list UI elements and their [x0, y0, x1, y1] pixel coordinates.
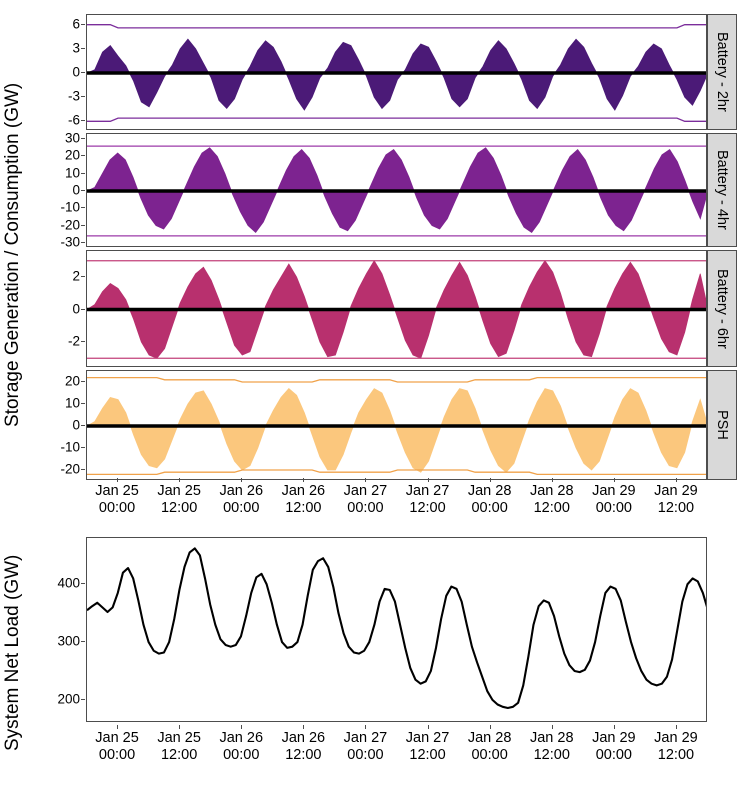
y-tick-label: 3 [72, 40, 80, 56]
y-tick-mark [81, 583, 85, 584]
x-tick-time: 00:00 [471, 746, 508, 763]
x-tick-mark [552, 725, 553, 729]
y-tick-mark [81, 699, 85, 700]
facet-strip-label: Battery - 6hr [714, 268, 730, 349]
x-tick-time: 00:00 [98, 499, 136, 516]
x-tick-mark [614, 725, 615, 729]
x-tick-label [344, 483, 388, 516]
y-tick-label: -30 [60, 234, 80, 250]
facet-psh [86, 370, 707, 480]
x-tick-date: Jan 26 [219, 730, 264, 746]
x-tick-label [530, 730, 574, 763]
y-tick-label: 400 [57, 575, 80, 591]
y-tick-mark [81, 72, 85, 73]
x-tick-label [282, 483, 326, 516]
x-tick-time: 12:00 [285, 746, 322, 763]
y-tick-label: 200 [57, 691, 80, 707]
x-tick-date: Jan 29 [654, 483, 698, 499]
x-tick-time: 12:00 [409, 746, 446, 763]
y-tick-mark [81, 242, 85, 243]
x-tick-mark [490, 725, 491, 729]
y-tick-label: 0 [72, 64, 80, 80]
x-tick-label [530, 483, 574, 516]
y-tick-mark [81, 447, 85, 448]
y-tick-mark [81, 425, 85, 426]
x-tick-date: Jan 27 [343, 483, 388, 499]
facet-strip-label: Battery - 2hr [714, 32, 730, 112]
x-tick-time: 12:00 [160, 746, 198, 763]
x-tick-mark [303, 725, 304, 729]
x-tick-time: 12:00 [657, 746, 695, 763]
y-tick-mark [81, 120, 85, 121]
x-tick-date: Jan 25 [157, 730, 201, 746]
x-tick-mark [428, 725, 429, 729]
y-tick-mark [81, 381, 85, 382]
x-tick-time: 00:00 [471, 499, 508, 516]
y-tick-mark [81, 48, 85, 49]
x-tick-mark [676, 725, 677, 729]
x-tick-date: Jan 26 [281, 483, 326, 499]
x-tick-label [468, 730, 512, 763]
y-tick-label: 300 [57, 633, 80, 649]
y-tick-mark [81, 138, 85, 139]
y-tick-label: 20 [64, 147, 80, 163]
x-tick-mark [179, 478, 180, 482]
y-tick-label: -20 [60, 217, 80, 233]
x-tick-label [344, 730, 388, 763]
x-tick-label [406, 483, 450, 516]
x-tick-date: Jan 28 [467, 730, 512, 746]
y-tick-label: 6 [72, 16, 80, 32]
x-tick-time: 12:00 [657, 499, 695, 516]
x-tick-time: 12:00 [409, 499, 446, 516]
x-tick-time: 12:00 [160, 499, 198, 516]
x-tick-time: 00:00 [223, 746, 260, 763]
y-tick-label: 0 [72, 301, 80, 316]
x-tick-mark [676, 478, 677, 482]
facet-system-net-load [86, 537, 707, 722]
x-tick-label [95, 730, 139, 763]
x-tick-time: 12:00 [285, 499, 322, 516]
top-y-axis-title: Storage Generation / Consumption (GW) [2, 82, 23, 428]
x-tick-date: Jan 26 [219, 483, 264, 499]
y-tick-label: 0 [72, 182, 80, 198]
y-tick-mark [81, 190, 85, 191]
facet-strip-battery-4hr [707, 133, 737, 247]
facet-battery-6hr [86, 250, 707, 367]
x-tick-label [95, 483, 139, 516]
facet-battery-2hr [86, 14, 707, 130]
x-tick-time: 00:00 [98, 746, 136, 763]
x-tick-mark [303, 478, 304, 482]
y-tick-label: -2 [67, 333, 80, 349]
x-tick-mark [365, 478, 366, 482]
x-tick-time: 00:00 [223, 499, 260, 516]
y-tick-label: -10 [60, 439, 80, 455]
y-tick-mark [81, 155, 85, 156]
x-tick-mark [552, 478, 553, 482]
facet-battery-4hr [86, 133, 707, 247]
y-tick-label: 0 [72, 417, 80, 433]
x-tick-label [282, 730, 326, 763]
x-tick-label [654, 483, 698, 516]
x-tick-label [219, 483, 263, 516]
x-tick-time: 00:00 [347, 746, 384, 763]
facet-strip-battery-2hr [707, 14, 737, 130]
x-tick-label [654, 730, 698, 763]
y-tick-mark [81, 341, 85, 342]
y-tick-mark [81, 641, 85, 642]
y-tick-label: 10 [64, 395, 80, 411]
y-tick-mark [81, 96, 85, 97]
x-tick-date: Jan 25 [157, 483, 201, 499]
bottom-y-axis-title: System Net Load (GW) [2, 554, 23, 751]
x-tick-time: 00:00 [595, 746, 632, 763]
y-tick-mark [81, 225, 85, 226]
x-tick-date: Jan 29 [592, 730, 636, 746]
x-tick-date: Jan 26 [281, 730, 326, 746]
x-tick-date: Jan 29 [592, 483, 636, 499]
x-tick-date: Jan 27 [405, 483, 450, 499]
x-tick-mark [490, 478, 491, 482]
y-tick-label: -6 [67, 112, 80, 128]
x-tick-time: 00:00 [595, 499, 632, 516]
x-tick-label [157, 730, 201, 763]
x-tick-date: Jan 27 [405, 730, 450, 746]
y-tick-mark [81, 173, 85, 174]
y-tick-label: -10 [60, 199, 80, 215]
y-tick-mark [81, 403, 85, 404]
y-tick-mark [81, 309, 85, 310]
x-tick-time: 12:00 [533, 746, 570, 763]
x-tick-date: Jan 29 [654, 730, 698, 746]
facet-strip-psh [707, 370, 737, 480]
x-tick-time: 00:00 [347, 499, 384, 516]
y-tick-label: 20 [64, 373, 80, 389]
x-tick-date: Jan 28 [529, 483, 574, 499]
x-tick-label [468, 483, 512, 516]
x-tick-time: 12:00 [533, 499, 570, 516]
y-tick-mark [81, 276, 85, 277]
y-tick-mark [81, 469, 85, 470]
x-tick-date: Jan 25 [95, 483, 139, 499]
x-tick-label [406, 730, 450, 763]
x-tick-mark [614, 478, 615, 482]
facet-strip-label: PSH [714, 410, 730, 440]
x-tick-mark [241, 478, 242, 482]
x-tick-mark [241, 725, 242, 729]
x-tick-label [592, 483, 636, 516]
x-tick-mark [117, 725, 118, 729]
x-tick-mark [365, 725, 366, 729]
x-tick-mark [179, 725, 180, 729]
x-tick-date: Jan 28 [529, 730, 574, 746]
facet-strip-battery-6hr [707, 250, 737, 367]
y-tick-label: 2 [72, 268, 80, 284]
x-tick-date: Jan 28 [467, 483, 512, 499]
x-tick-label [219, 730, 263, 763]
x-tick-label [592, 730, 636, 763]
y-tick-label: 10 [64, 165, 80, 181]
x-tick-mark [428, 478, 429, 482]
y-tick-mark [81, 24, 85, 25]
facet-strip-label: Battery - 4hr [714, 150, 730, 230]
y-tick-label: 30 [64, 130, 80, 146]
y-tick-label: -3 [67, 88, 80, 104]
y-tick-label: -20 [60, 461, 80, 477]
x-tick-label [157, 483, 201, 516]
y-tick-mark [81, 207, 85, 208]
x-tick-date: Jan 25 [95, 730, 139, 746]
x-tick-date: Jan 27 [343, 730, 388, 746]
x-tick-mark [117, 478, 118, 482]
